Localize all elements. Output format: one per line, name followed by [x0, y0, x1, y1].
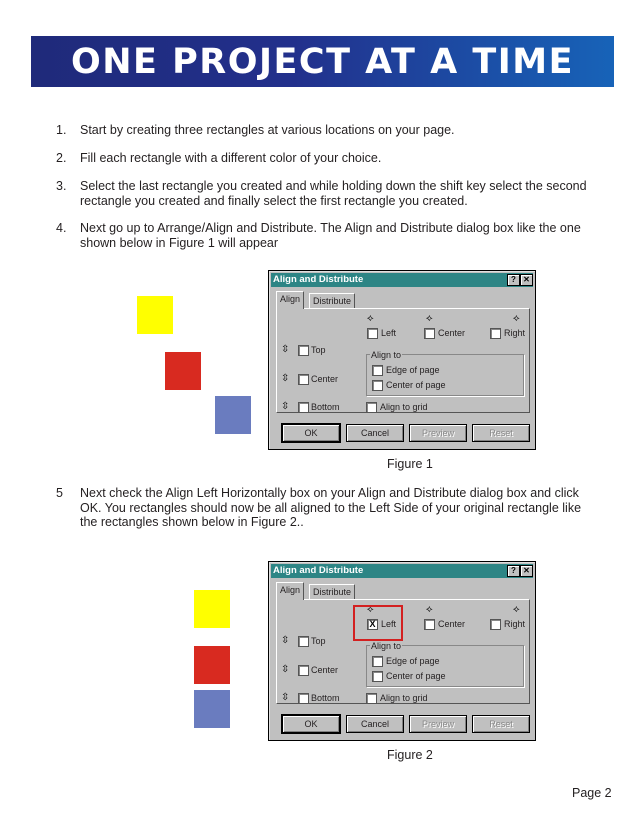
help-icon[interactable]: ?: [507, 565, 520, 577]
right-checkbox[interactable]: [490, 619, 501, 630]
left-label: Left: [381, 619, 397, 629]
top-label: Top: [311, 636, 326, 646]
step-text: Fill each rectangle with a different color of your choice.: [80, 151, 382, 165]
yellow-rectangle: [194, 590, 230, 628]
align-to-grid-label: Align to grid: [380, 402, 428, 412]
close-icon[interactable]: ✕: [520, 565, 533, 577]
edge-of-page-checkbox[interactable]: [372, 365, 383, 376]
left-checkbox[interactable]: [367, 328, 378, 339]
center-h-label: Center: [438, 619, 466, 629]
tab-distribute[interactable]: Distribute: [309, 293, 355, 309]
edge-of-page-label: Edge of page: [386, 656, 440, 666]
align-to-grid-label: Align to grid: [380, 693, 428, 703]
step-text: Start by creating three rectangles at various locations on your page.: [80, 123, 455, 137]
bottom-label: Bottom: [311, 402, 340, 412]
blue-rectangle: [215, 396, 251, 434]
align-left-icon: ⟡: [367, 604, 374, 615]
step-2: [56, 151, 596, 166]
align-to-label: Align to: [371, 641, 402, 651]
step-number: 4.: [56, 221, 67, 235]
ok-button[interactable]: OK: [281, 714, 341, 734]
tab-align[interactable]: Align: [276, 582, 304, 600]
help-icon[interactable]: ?: [507, 274, 520, 286]
step-text: Next check the Align Left Horizontally box on your Align and Distribute dialog box and click OK. You rectangles should now be all aligned to the Left Side of your original rectangle like the rectangles shown below in Figure 2..: [80, 486, 582, 529]
right-checkbox[interactable]: [490, 328, 501, 339]
figure-1-caption: Figure 1: [387, 457, 433, 471]
bottom-label: Bottom: [311, 693, 340, 703]
top-checkbox[interactable]: [298, 345, 309, 356]
align-to-grid-checkbox[interactable]: [366, 693, 377, 704]
tab-distribute[interactable]: Distribute: [309, 584, 355, 600]
align-center-v-icon: ⇳: [281, 373, 290, 384]
center-v-checkbox[interactable]: [298, 374, 309, 385]
ok-button[interactable]: OK: [281, 423, 341, 443]
align-top-icon: ⇳: [281, 344, 290, 355]
step-number: 5: [56, 486, 63, 500]
cancel-button[interactable]: Cancel: [346, 715, 404, 733]
title-banner: [31, 36, 614, 87]
edge-of-page-label: Edge of page: [386, 365, 440, 375]
reset-button[interactable]: Reset: [472, 424, 530, 442]
blue-rectangle: [194, 690, 230, 728]
center-v-label: Center: [311, 374, 339, 384]
left-label: Left: [381, 328, 397, 338]
align-center-v-icon: ⇳: [281, 664, 290, 675]
align-center-h-icon: ⟡: [426, 604, 433, 615]
right-label: Right: [504, 619, 526, 629]
step-4: [56, 221, 596, 250]
align-left-icon: ⟡: [367, 313, 374, 324]
bottom-checkbox[interactable]: [298, 402, 309, 413]
red-rectangle: [194, 646, 230, 684]
dialog-title: Align and Distribute: [273, 274, 364, 285]
step-number: 3.: [56, 179, 67, 193]
align-bottom-icon: ⇳: [281, 401, 290, 412]
align-distribute-dialog: [268, 270, 536, 450]
reset-button[interactable]: Reset: [472, 715, 530, 733]
top-label: Top: [311, 345, 326, 355]
align-distribute-dialog: [268, 561, 536, 741]
step-number: 2.: [56, 151, 67, 165]
dialog-title-bar: [271, 273, 533, 287]
align-to-label: Align to: [371, 350, 402, 360]
left-checkbox[interactable]: X: [367, 619, 378, 630]
center-v-checkbox[interactable]: [298, 665, 309, 676]
tab-align[interactable]: Align: [276, 291, 304, 309]
center-of-page-checkbox[interactable]: [372, 380, 383, 391]
highlight-box: [353, 605, 403, 641]
red-rectangle: [165, 352, 201, 390]
step-5: [56, 486, 596, 530]
align-top-icon: ⇳: [281, 635, 290, 646]
bottom-checkbox[interactable]: [298, 693, 309, 704]
page-number: Page 2: [572, 786, 612, 800]
page-title: ONE PROJECT AT A TIME: [70, 41, 574, 82]
step-text: Next go up to Arrange/Align and Distribute. The Align and Distribute dialog box like the one shown below in Figure 1 will appear: [80, 221, 581, 250]
align-center-h-icon: ⟡: [426, 313, 433, 324]
center-h-label: Center: [438, 328, 466, 338]
align-right-icon: ⟡: [513, 604, 520, 615]
yellow-rectangle: [137, 296, 173, 334]
center-of-page-checkbox[interactable]: [372, 671, 383, 682]
dialog-title-bar: [271, 564, 533, 578]
close-icon[interactable]: ✕: [520, 274, 533, 286]
align-right-icon: ⟡: [513, 313, 520, 324]
align-to-grid-checkbox[interactable]: [366, 402, 377, 413]
align-bottom-icon: ⇳: [281, 692, 290, 703]
figure-2-caption: Figure 2: [387, 748, 433, 762]
center-h-checkbox[interactable]: [424, 619, 435, 630]
edge-of-page-checkbox[interactable]: [372, 656, 383, 667]
cancel-button[interactable]: Cancel: [346, 424, 404, 442]
preview-button[interactable]: Preview: [409, 715, 467, 733]
center-of-page-label: Center of page: [386, 671, 446, 681]
center-h-checkbox[interactable]: [424, 328, 435, 339]
right-label: Right: [504, 328, 526, 338]
preview-button[interactable]: Preview: [409, 424, 467, 442]
center-of-page-label: Center of page: [386, 380, 446, 390]
step-3: [56, 179, 596, 208]
step-1: [56, 123, 596, 138]
step-text: Select the last rectangle you created and while holding down the shift key select the second rectangle you created and finally select the first rectangle you created.: [80, 179, 587, 208]
center-v-label: Center: [311, 665, 339, 675]
step-number: 1.: [56, 123, 67, 137]
dialog-title: Align and Distribute: [273, 565, 364, 576]
top-checkbox[interactable]: [298, 636, 309, 647]
